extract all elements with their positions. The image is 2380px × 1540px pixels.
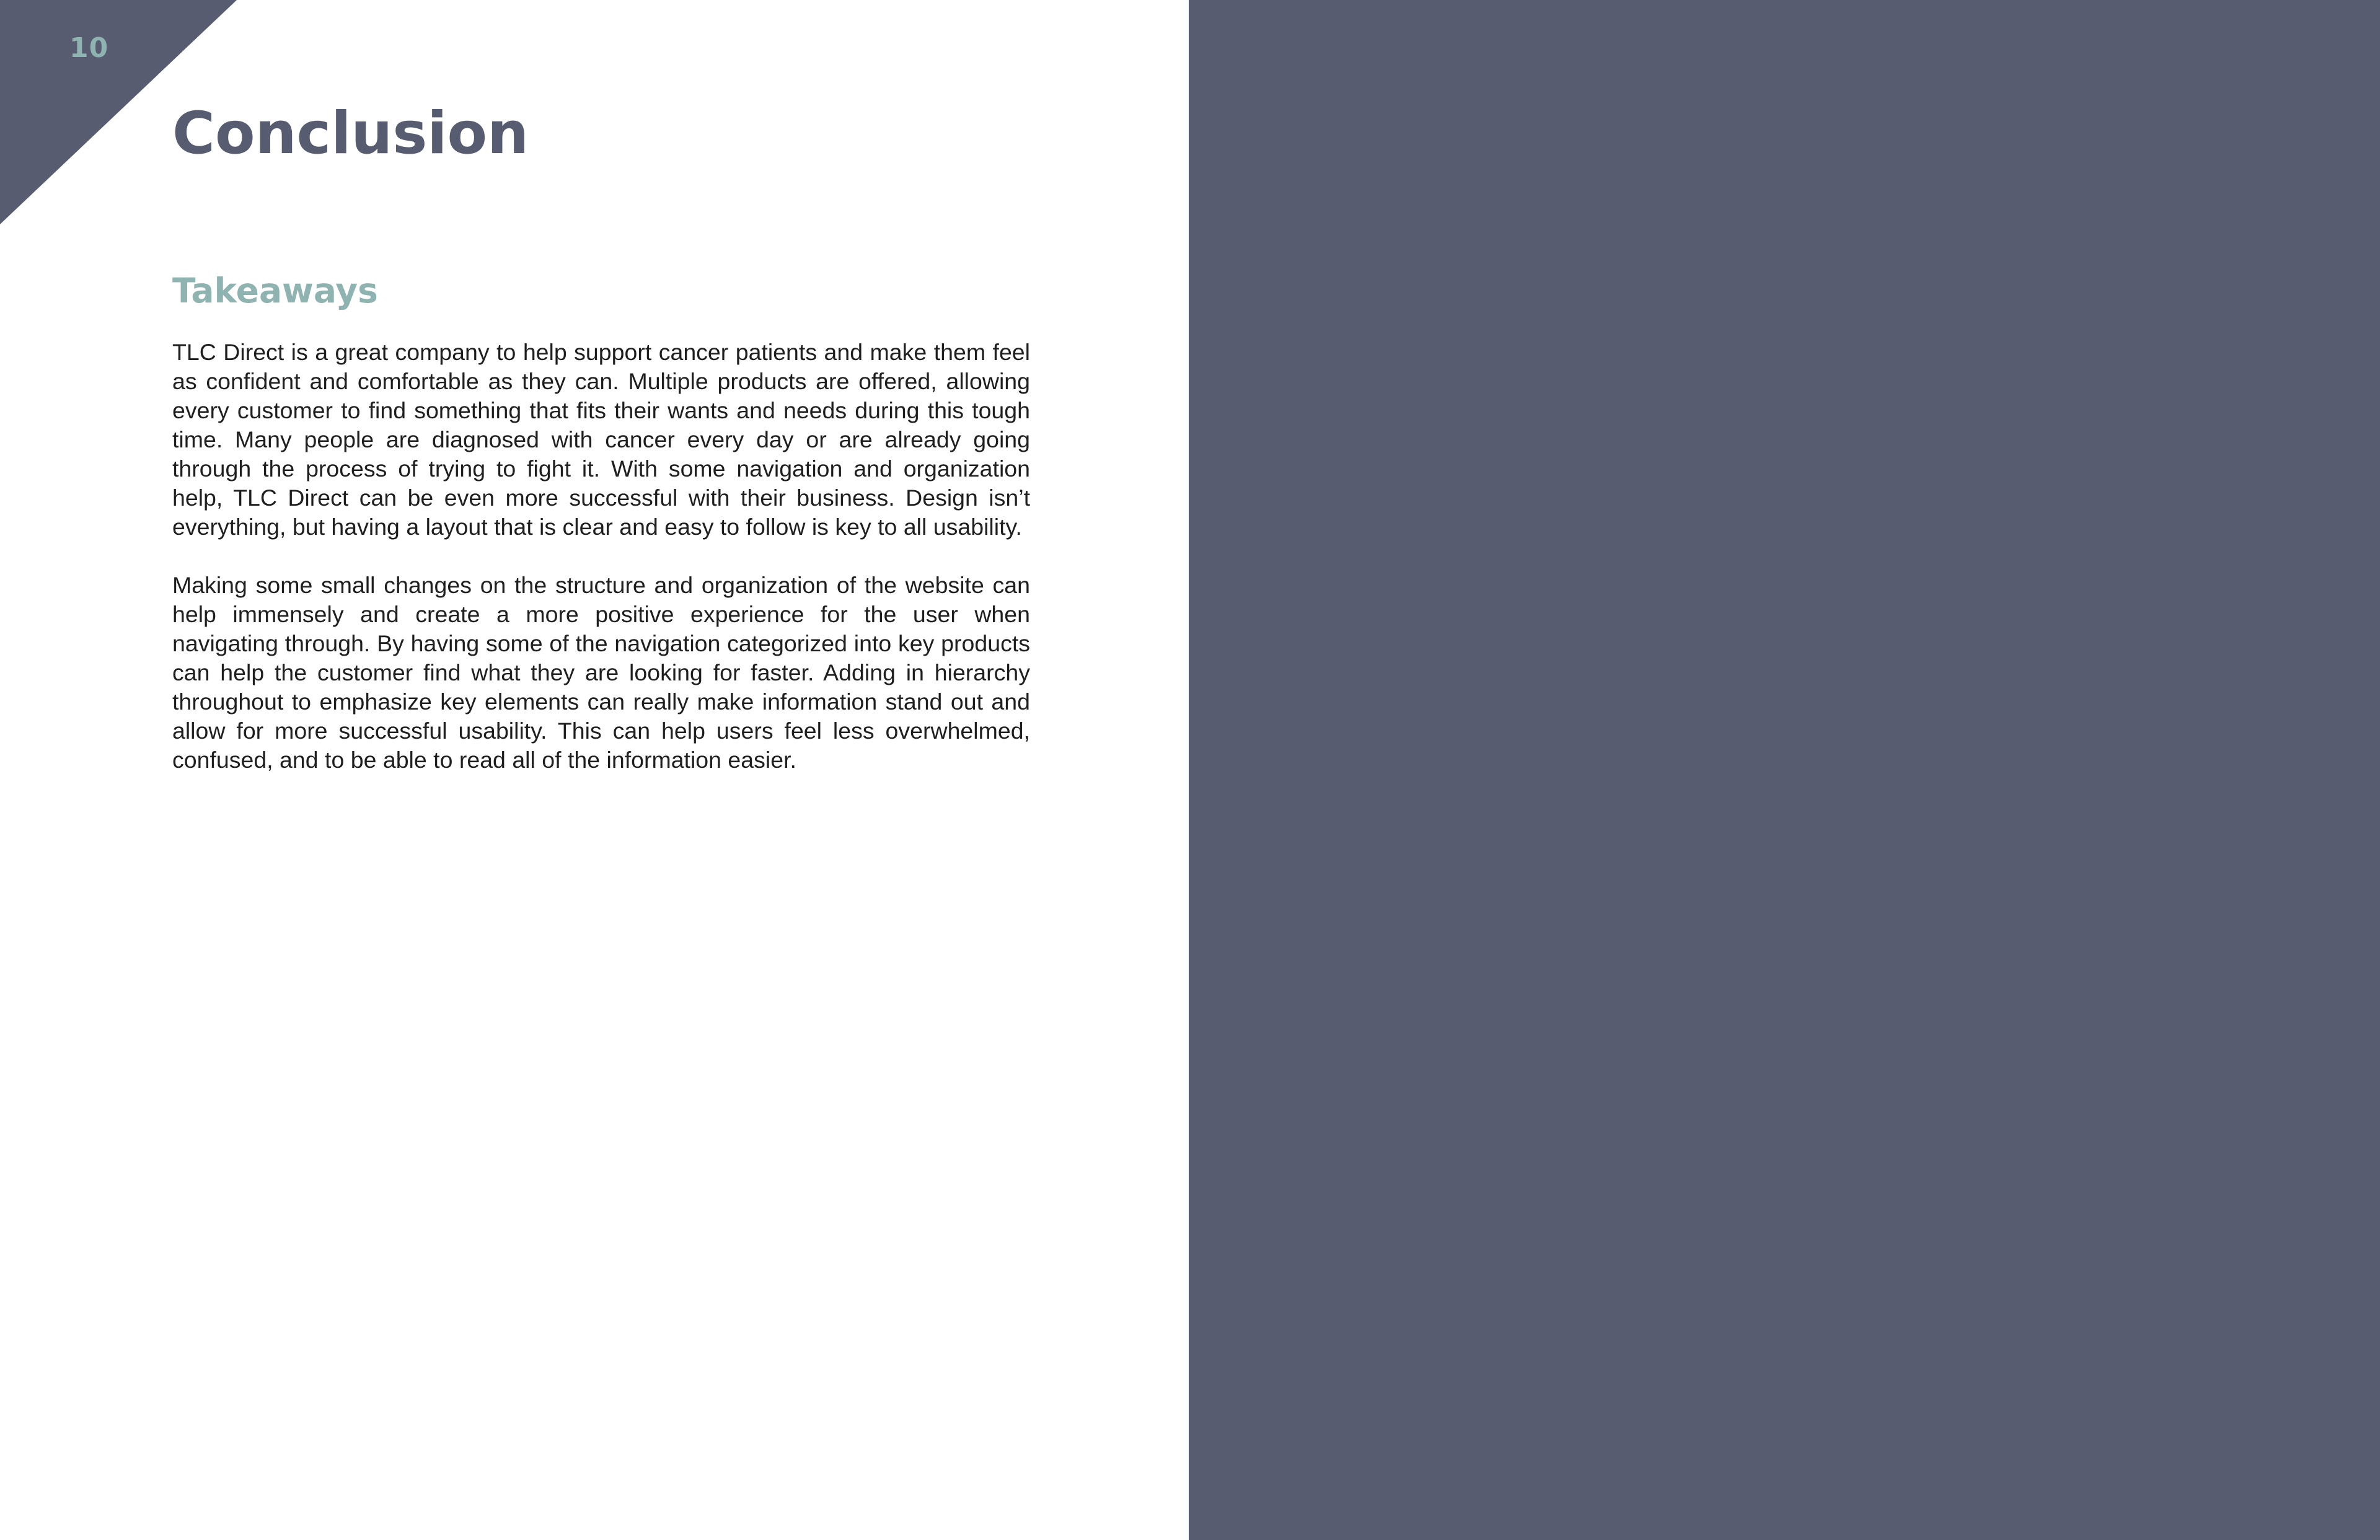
- right-page-color-panel: [1189, 0, 2380, 1540]
- left-page: [0, 0, 1189, 1540]
- body-text: [172, 338, 1030, 804]
- paragraph-2: Making some small changes on the structure and organization of the website can help immensely and create a more positive experience for the user when navigating through. By having some of the navigation categorized into key products can help the customer find what they are looking for faster. Adding in hierarchy throughout to emphasize key elements can really make information stand out and allow for more successful usability. This can help users feel less overwhelmed, confused, and to be able to read all of the information easier.: [172, 572, 1030, 773]
- paragraph-1: TLC Direct is a great company to help support cancer patients and make them feel as confident and comfortable as they can. Multiple products are offered, allowing every customer to find something that fits their wants and needs during this tough time. Many people are diagnosed with cancer every day or are already going through the process of trying to fight it. With some navigation and organization help, TLC Direct can be even more successful with their business. Design isn’t everything, but having a layout that is clear and easy to follow is key to all usability.: [172, 339, 1030, 540]
- page-number: 10: [69, 32, 109, 64]
- section-heading: Takeaways: [172, 271, 378, 310]
- page-title: Conclusion: [172, 100, 529, 167]
